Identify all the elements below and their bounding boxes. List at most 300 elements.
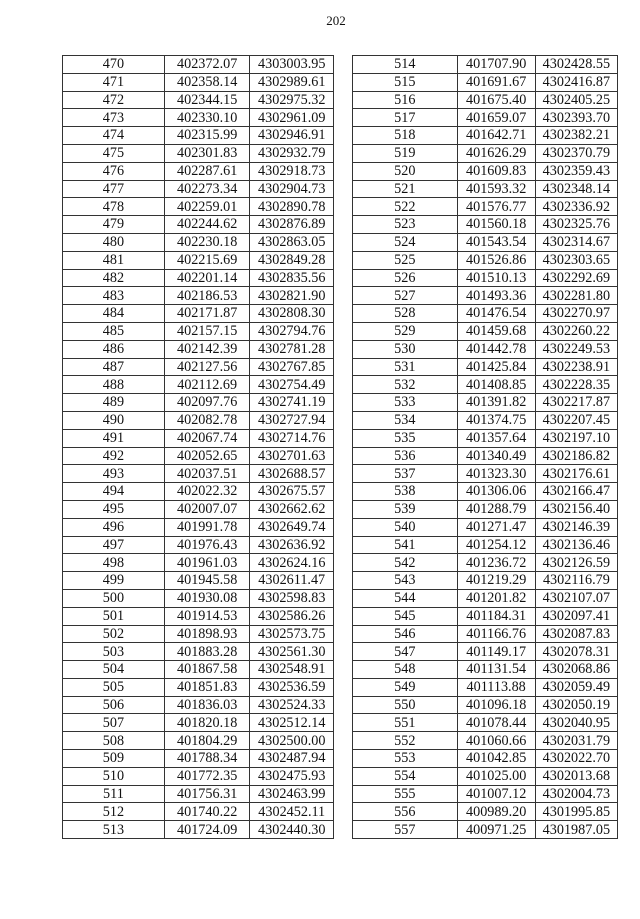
y-coordinate-cell: 4302440.30 (250, 821, 334, 839)
y-coordinate-cell: 4302348.14 (535, 180, 617, 198)
x-coordinate-cell: 401691.67 (457, 73, 535, 91)
x-coordinate-cell: 401131.54 (457, 661, 535, 679)
table-row (353, 73, 618, 91)
y-coordinate-cell: 4302741.19 (250, 394, 334, 412)
x-coordinate-cell: 402215.69 (164, 251, 250, 269)
point-number-cell: 506 (63, 696, 165, 714)
x-coordinate-cell: 401593.32 (457, 180, 535, 198)
y-coordinate-cell: 4302961.09 (250, 109, 334, 127)
table-row (353, 625, 618, 643)
x-coordinate-cell: 401756.31 (164, 785, 250, 803)
point-number-cell: 485 (63, 322, 165, 340)
point-number-cell: 532 (353, 376, 458, 394)
y-coordinate-cell: 4302228.35 (535, 376, 617, 394)
table-row (63, 785, 334, 803)
x-coordinate-cell: 401560.18 (457, 216, 535, 234)
point-number-cell: 505 (63, 678, 165, 696)
y-coordinate-cell: 4302598.83 (250, 589, 334, 607)
x-coordinate-cell: 401078.44 (457, 714, 535, 732)
x-coordinate-cell: 401867.58 (164, 661, 250, 679)
table-row (63, 91, 334, 109)
point-number-cell: 514 (353, 56, 458, 74)
table-row (353, 483, 618, 501)
y-coordinate-cell: 4302428.55 (535, 56, 617, 74)
table-row (63, 305, 334, 323)
y-coordinate-cell: 4302500.00 (250, 732, 334, 750)
table-row (63, 607, 334, 625)
point-number-cell: 487 (63, 358, 165, 376)
x-coordinate-cell: 401025.00 (457, 767, 535, 785)
y-coordinate-cell: 4302808.30 (250, 305, 334, 323)
x-coordinate-cell: 401042.85 (457, 750, 535, 768)
x-coordinate-cell: 402067.74 (164, 429, 250, 447)
y-coordinate-cell: 4302022.70 (535, 750, 617, 768)
x-coordinate-cell: 401804.29 (164, 732, 250, 750)
y-coordinate-cell: 4302754.49 (250, 376, 334, 394)
table-row (63, 358, 334, 376)
x-coordinate-cell: 401914.53 (164, 607, 250, 625)
y-coordinate-cell: 4302524.33 (250, 696, 334, 714)
x-coordinate-cell: 402022.32 (164, 483, 250, 501)
x-coordinate-cell: 401007.12 (457, 785, 535, 803)
x-coordinate-cell: 401493.36 (457, 287, 535, 305)
table-row (63, 643, 334, 661)
x-coordinate-cell: 401391.82 (457, 394, 535, 412)
x-coordinate-cell: 401408.85 (457, 376, 535, 394)
point-number-cell: 476 (63, 162, 165, 180)
point-number-cell: 529 (353, 322, 458, 340)
table-row (63, 127, 334, 145)
table-row (353, 643, 618, 661)
y-coordinate-cell: 4302416.87 (535, 73, 617, 91)
table-row (63, 678, 334, 696)
x-coordinate-cell: 402052.65 (164, 447, 250, 465)
table-row (63, 750, 334, 768)
point-number-cell: 542 (353, 554, 458, 572)
x-coordinate-cell: 401510.13 (457, 269, 535, 287)
table-row (63, 821, 334, 839)
point-number-cell: 489 (63, 394, 165, 412)
y-coordinate-cell: 4302649.74 (250, 518, 334, 536)
x-coordinate-cell: 401976.43 (164, 536, 250, 554)
x-coordinate-cell: 401675.40 (457, 91, 535, 109)
table-row (63, 73, 334, 91)
table-row (353, 767, 618, 785)
x-coordinate-cell: 402171.87 (164, 305, 250, 323)
point-number-cell: 498 (63, 554, 165, 572)
y-coordinate-cell: 4302767.85 (250, 358, 334, 376)
table-row (353, 750, 618, 768)
table-row (63, 216, 334, 234)
y-coordinate-cell: 4302393.70 (535, 109, 617, 127)
y-coordinate-cell: 4302932.79 (250, 144, 334, 162)
table-row (353, 500, 618, 518)
point-number-cell: 471 (63, 73, 165, 91)
y-coordinate-cell: 4302849.28 (250, 251, 334, 269)
x-coordinate-cell: 401788.34 (164, 750, 250, 768)
y-coordinate-cell: 4302890.78 (250, 198, 334, 216)
point-number-cell: 509 (63, 750, 165, 768)
x-coordinate-cell: 401642.71 (457, 127, 535, 145)
x-coordinate-cell: 402157.15 (164, 322, 250, 340)
x-coordinate-cell: 401945.58 (164, 572, 250, 590)
y-coordinate-cell: 4302156.40 (535, 500, 617, 518)
x-coordinate-cell: 401254.12 (457, 536, 535, 554)
table-row (63, 394, 334, 412)
point-number-cell: 475 (63, 144, 165, 162)
table-row (353, 554, 618, 572)
y-coordinate-cell: 4302166.47 (535, 483, 617, 501)
point-number-cell: 548 (353, 661, 458, 679)
y-coordinate-cell: 4302636.92 (250, 536, 334, 554)
y-coordinate-cell: 4302452.11 (250, 803, 334, 821)
y-coordinate-cell: 4302197.10 (535, 429, 617, 447)
x-coordinate-cell: 402358.14 (164, 73, 250, 91)
y-coordinate-cell: 4302835.56 (250, 269, 334, 287)
table-row (63, 500, 334, 518)
table-row (353, 144, 618, 162)
y-coordinate-cell: 4302727.94 (250, 411, 334, 429)
point-number-cell: 536 (353, 447, 458, 465)
x-coordinate-cell: 402273.34 (164, 180, 250, 198)
y-coordinate-cell: 4302918.73 (250, 162, 334, 180)
y-coordinate-cell: 4302238.91 (535, 358, 617, 376)
x-coordinate-cell: 401442.78 (457, 340, 535, 358)
y-coordinate-cell: 4302382.21 (535, 127, 617, 145)
y-coordinate-cell: 4302292.69 (535, 269, 617, 287)
y-coordinate-cell: 4302270.97 (535, 305, 617, 323)
table-row (353, 109, 618, 127)
table-row (353, 572, 618, 590)
table-row (63, 625, 334, 643)
x-coordinate-cell: 401626.29 (457, 144, 535, 162)
table-row (63, 287, 334, 305)
page-number: 202 (326, 13, 346, 28)
y-coordinate-cell: 4302040.95 (535, 714, 617, 732)
y-coordinate-cell: 4302013.68 (535, 767, 617, 785)
table-row (63, 198, 334, 216)
point-number-cell: 501 (63, 607, 165, 625)
table-row (63, 56, 334, 74)
table-row (63, 732, 334, 750)
point-number-cell: 512 (63, 803, 165, 821)
x-coordinate-cell: 401961.03 (164, 554, 250, 572)
x-coordinate-cell: 401357.64 (457, 429, 535, 447)
y-coordinate-cell: 4302701.63 (250, 447, 334, 465)
x-coordinate-cell: 402287.61 (164, 162, 250, 180)
table-row (63, 411, 334, 429)
x-coordinate-cell: 401707.90 (457, 56, 535, 74)
y-coordinate-cell: 4302059.49 (535, 678, 617, 696)
y-coordinate-cell: 4302004.73 (535, 785, 617, 803)
x-coordinate-cell: 401236.72 (457, 554, 535, 572)
point-number-cell: 519 (353, 144, 458, 162)
point-number-cell: 507 (63, 714, 165, 732)
table-row (63, 465, 334, 483)
point-number-cell: 526 (353, 269, 458, 287)
y-coordinate-cell: 4302863.05 (250, 233, 334, 251)
y-coordinate-cell: 4302146.39 (535, 518, 617, 536)
point-number-cell: 472 (63, 91, 165, 109)
x-coordinate-cell: 402372.07 (164, 56, 250, 74)
table-row (63, 572, 334, 590)
y-coordinate-cell: 4302975.32 (250, 91, 334, 109)
table-row (353, 518, 618, 536)
table-row (353, 661, 618, 679)
table-row (353, 376, 618, 394)
y-coordinate-cell: 4302281.80 (535, 287, 617, 305)
x-coordinate-cell: 401991.78 (164, 518, 250, 536)
x-coordinate-cell: 401772.35 (164, 767, 250, 785)
point-number-cell: 510 (63, 767, 165, 785)
x-coordinate-cell: 401883.28 (164, 643, 250, 661)
table-row (63, 554, 334, 572)
y-coordinate-cell: 4302624.16 (250, 554, 334, 572)
x-coordinate-cell: 401576.77 (457, 198, 535, 216)
point-number-cell: 484 (63, 305, 165, 323)
point-number-cell: 556 (353, 803, 458, 821)
y-coordinate-cell: 4301987.05 (535, 821, 617, 839)
table-row (353, 803, 618, 821)
x-coordinate-cell: 401060.66 (457, 732, 535, 750)
y-coordinate-cell: 4302989.61 (250, 73, 334, 91)
x-coordinate-cell: 401374.75 (457, 411, 535, 429)
table-row (353, 56, 618, 74)
point-number-cell: 525 (353, 251, 458, 269)
y-coordinate-cell: 4302821.90 (250, 287, 334, 305)
x-coordinate-cell: 401740.22 (164, 803, 250, 821)
point-number-cell: 488 (63, 376, 165, 394)
table-row (353, 429, 618, 447)
table-row (353, 358, 618, 376)
point-number-cell: 470 (63, 56, 165, 74)
y-coordinate-cell: 4302586.26 (250, 607, 334, 625)
x-coordinate-cell: 401166.76 (457, 625, 535, 643)
y-coordinate-cell: 4302781.28 (250, 340, 334, 358)
point-number-cell: 493 (63, 465, 165, 483)
table-row (63, 162, 334, 180)
table-row (63, 251, 334, 269)
y-coordinate-cell: 4302260.22 (535, 322, 617, 340)
point-number-cell: 513 (63, 821, 165, 839)
x-coordinate-cell: 401543.54 (457, 233, 535, 251)
point-number-cell: 473 (63, 109, 165, 127)
table-row (353, 465, 618, 483)
x-coordinate-cell: 401851.83 (164, 678, 250, 696)
point-number-cell: 478 (63, 198, 165, 216)
y-coordinate-cell: 4302475.93 (250, 767, 334, 785)
point-number-cell: 523 (353, 216, 458, 234)
point-number-cell: 502 (63, 625, 165, 643)
point-number-cell: 524 (353, 233, 458, 251)
x-coordinate-cell: 401609.83 (457, 162, 535, 180)
x-coordinate-cell: 402186.53 (164, 287, 250, 305)
point-number-cell: 543 (353, 572, 458, 590)
point-number-cell: 535 (353, 429, 458, 447)
point-number-cell: 534 (353, 411, 458, 429)
table-row (353, 91, 618, 109)
point-number-cell: 557 (353, 821, 458, 839)
table-row (353, 678, 618, 696)
point-number-cell: 551 (353, 714, 458, 732)
x-coordinate-cell: 401271.47 (457, 518, 535, 536)
table-row (353, 714, 618, 732)
point-number-cell: 533 (353, 394, 458, 412)
table-row (353, 589, 618, 607)
y-coordinate-cell: 4302675.57 (250, 483, 334, 501)
point-number-cell: 508 (63, 732, 165, 750)
x-coordinate-cell: 401113.88 (457, 678, 535, 696)
point-number-cell: 490 (63, 411, 165, 429)
point-number-cell: 521 (353, 180, 458, 198)
y-coordinate-cell: 4302794.76 (250, 322, 334, 340)
y-coordinate-cell: 4302186.82 (535, 447, 617, 465)
y-coordinate-cell: 4302487.94 (250, 750, 334, 768)
point-number-cell: 550 (353, 696, 458, 714)
table-row (353, 251, 618, 269)
y-coordinate-cell: 4302325.76 (535, 216, 617, 234)
x-coordinate-cell: 402112.69 (164, 376, 250, 394)
x-coordinate-cell: 401459.68 (457, 322, 535, 340)
table-row (63, 767, 334, 785)
point-number-cell: 527 (353, 287, 458, 305)
y-coordinate-cell: 4302336.92 (535, 198, 617, 216)
x-coordinate-cell: 401526.86 (457, 251, 535, 269)
point-number-cell: 538 (353, 483, 458, 501)
point-number-cell: 511 (63, 785, 165, 803)
y-coordinate-cell: 4303003.95 (250, 56, 334, 74)
table-row (63, 109, 334, 127)
point-number-cell: 491 (63, 429, 165, 447)
y-coordinate-cell: 4302561.30 (250, 643, 334, 661)
x-coordinate-cell: 401425.84 (457, 358, 535, 376)
y-coordinate-cell: 4302405.25 (535, 91, 617, 109)
y-coordinate-cell: 4302876.89 (250, 216, 334, 234)
x-coordinate-cell: 402082.78 (164, 411, 250, 429)
y-coordinate-cell: 4302136.46 (535, 536, 617, 554)
point-number-cell: 497 (63, 536, 165, 554)
table-row (353, 216, 618, 234)
coordinates-table-right (352, 55, 618, 839)
point-number-cell: 486 (63, 340, 165, 358)
y-coordinate-cell: 4302078.31 (535, 643, 617, 661)
table-row (353, 127, 618, 145)
table-row (353, 732, 618, 750)
point-number-cell: 516 (353, 91, 458, 109)
x-coordinate-cell: 402127.56 (164, 358, 250, 376)
table-row (353, 411, 618, 429)
point-number-cell: 555 (353, 785, 458, 803)
y-coordinate-cell: 4302463.99 (250, 785, 334, 803)
table-row (353, 233, 618, 251)
table-row (353, 696, 618, 714)
x-coordinate-cell: 401288.79 (457, 500, 535, 518)
x-coordinate-cell: 402201.14 (164, 269, 250, 287)
point-number-cell: 544 (353, 589, 458, 607)
y-coordinate-cell: 4302662.62 (250, 500, 334, 518)
table-row (63, 483, 334, 501)
y-coordinate-cell: 4302512.14 (250, 714, 334, 732)
coordinates-table-left (62, 55, 334, 839)
table-row (63, 714, 334, 732)
point-number-cell: 546 (353, 625, 458, 643)
table-row (63, 447, 334, 465)
point-number-cell: 528 (353, 305, 458, 323)
y-coordinate-cell: 4302249.53 (535, 340, 617, 358)
table-row (63, 803, 334, 821)
y-coordinate-cell: 4302359.43 (535, 162, 617, 180)
y-coordinate-cell: 4301995.85 (535, 803, 617, 821)
y-coordinate-cell: 4302548.91 (250, 661, 334, 679)
point-number-cell: 500 (63, 589, 165, 607)
y-coordinate-cell: 4302217.87 (535, 394, 617, 412)
y-coordinate-cell: 4302031.79 (535, 732, 617, 750)
point-number-cell: 480 (63, 233, 165, 251)
y-coordinate-cell: 4302126.59 (535, 554, 617, 572)
y-coordinate-cell: 4302107.07 (535, 589, 617, 607)
x-coordinate-cell: 401096.18 (457, 696, 535, 714)
y-coordinate-cell: 4302116.79 (535, 572, 617, 590)
point-number-cell: 520 (353, 162, 458, 180)
point-number-cell: 537 (353, 465, 458, 483)
point-number-cell: 477 (63, 180, 165, 198)
x-coordinate-cell: 401476.54 (457, 305, 535, 323)
point-number-cell: 530 (353, 340, 458, 358)
x-coordinate-cell: 401340.49 (457, 447, 535, 465)
y-coordinate-cell: 4302303.65 (535, 251, 617, 269)
table-row (353, 536, 618, 554)
table-row (353, 162, 618, 180)
point-number-cell: 541 (353, 536, 458, 554)
y-coordinate-cell: 4302611.47 (250, 572, 334, 590)
y-coordinate-cell: 4302050.19 (535, 696, 617, 714)
table-row (353, 305, 618, 323)
y-coordinate-cell: 4302314.67 (535, 233, 617, 251)
y-coordinate-cell: 4302688.57 (250, 465, 334, 483)
table-row (353, 785, 618, 803)
point-number-cell: 540 (353, 518, 458, 536)
point-number-cell: 547 (353, 643, 458, 661)
x-coordinate-cell: 402007.07 (164, 500, 250, 518)
point-number-cell: 483 (63, 287, 165, 305)
x-coordinate-cell: 402301.83 (164, 144, 250, 162)
y-coordinate-cell: 4302946.91 (250, 127, 334, 145)
point-number-cell: 554 (353, 767, 458, 785)
x-coordinate-cell: 401898.93 (164, 625, 250, 643)
point-number-cell: 499 (63, 572, 165, 590)
y-coordinate-cell: 4302087.83 (535, 625, 617, 643)
x-coordinate-cell: 401930.08 (164, 589, 250, 607)
table-row (63, 322, 334, 340)
table-row (63, 233, 334, 251)
point-number-cell: 479 (63, 216, 165, 234)
table-row (63, 269, 334, 287)
point-number-cell: 492 (63, 447, 165, 465)
x-coordinate-cell: 400989.20 (457, 803, 535, 821)
point-number-cell: 518 (353, 127, 458, 145)
point-number-cell: 545 (353, 607, 458, 625)
table-row (353, 394, 618, 412)
point-number-cell: 522 (353, 198, 458, 216)
y-coordinate-cell: 4302097.41 (535, 607, 617, 625)
point-number-cell: 531 (353, 358, 458, 376)
table-row (63, 536, 334, 554)
table-row (353, 340, 618, 358)
point-number-cell: 549 (353, 678, 458, 696)
x-coordinate-cell: 402097.76 (164, 394, 250, 412)
table-row (63, 696, 334, 714)
x-coordinate-cell: 401659.07 (457, 109, 535, 127)
